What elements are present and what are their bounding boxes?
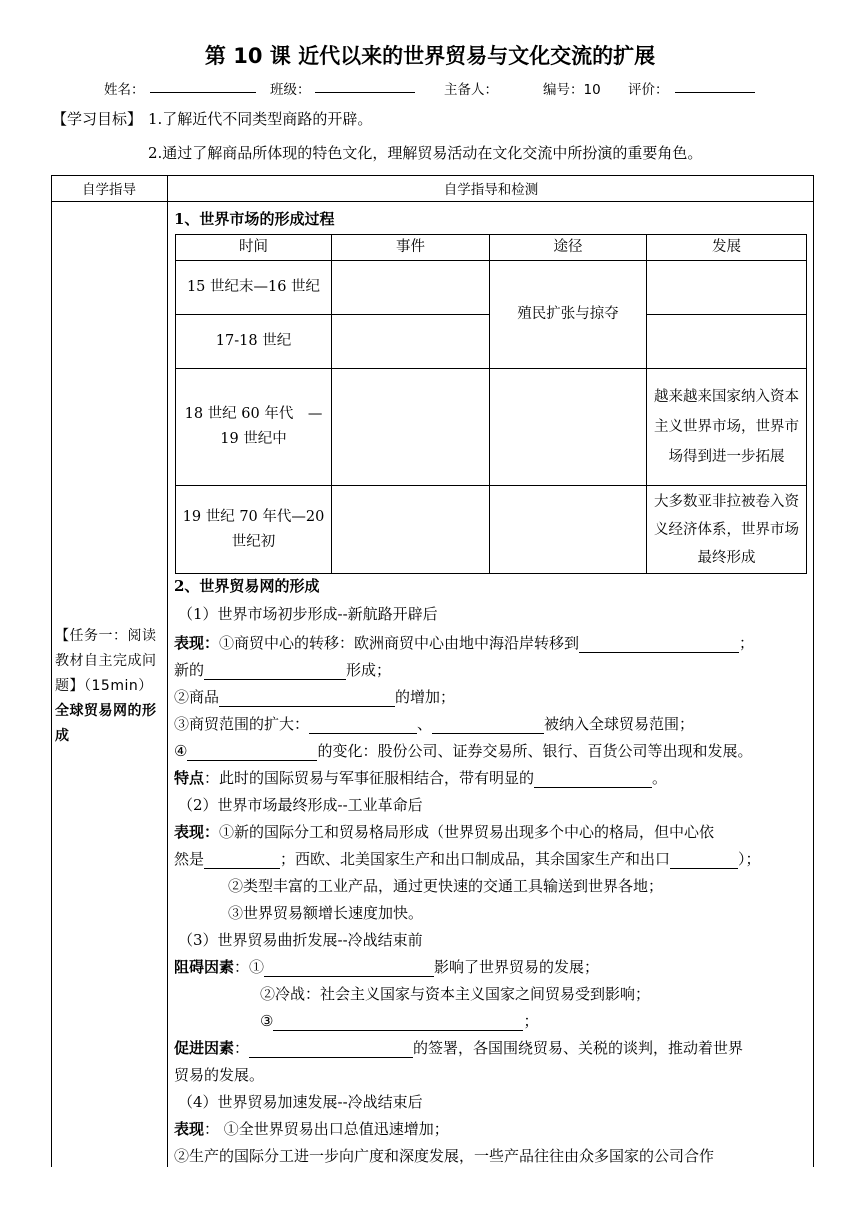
p3-line-2: ②冷战：社会主义国家与资本主义国家之间贸易受到影响； — [260, 985, 651, 1003]
development-cell[interactable] — [647, 261, 807, 315]
time-cell: 18 世纪 60 年代 —19 世纪中 — [176, 369, 332, 486]
p1-line-6: 特点：此时的国际贸易与军事征服相结合，带有明显的 。 — [174, 769, 668, 787]
event-cell[interactable] — [332, 369, 490, 486]
p4-line-2: ②生产的国际分工进一步向广度和深度发展，一些产品往往由众多国家的公司合作 — [174, 1147, 715, 1165]
goal-1: 1.了解近代不同类型商路的开辟。 — [148, 110, 373, 128]
goal-2: 2.通过了解商品所体现的特色文化，理解贸易活动在文化交流中所扮演的重要角色。 — [148, 144, 703, 162]
p1-line-3: ②商品 的增加； — [174, 688, 456, 706]
column-divider — [167, 175, 168, 1167]
development-cell: 大多数亚非拉被卷入资义经济体系，世界市场最终形成 — [647, 486, 807, 574]
answer-blank[interactable] — [432, 718, 544, 734]
development-cell: 越来越来国家纳入资本主义世界市场，世界市场得到进一步拓展 — [647, 369, 807, 486]
p3-line-3: ③ ； — [260, 1012, 539, 1030]
route-cell: 殖民扩张与掠夺 — [490, 261, 647, 369]
p2-line-4: ③世界贸易额增长速度加快。 — [228, 904, 424, 922]
col-event: 事件 — [332, 235, 490, 261]
name-label: 姓名： — [104, 82, 145, 98]
side-guidance — [55, 624, 163, 749]
answer-blank[interactable] — [264, 961, 434, 977]
header-col-2: 自学指导和检测 — [443, 182, 539, 198]
time-cell: 17-18 世纪 — [176, 315, 332, 369]
col-time: 时间 — [176, 235, 332, 261]
p1-line-4: ③商贸范围的扩大： 、 被纳入全球贸易范围； — [174, 715, 695, 733]
world-market-table — [175, 234, 807, 574]
answer-blank[interactable] — [249, 1042, 413, 1058]
table-row — [176, 369, 807, 486]
answer-blank[interactable] — [579, 637, 739, 653]
table-row — [176, 486, 807, 574]
part-2-title: （2）世界市场最终形成--工业革命后 — [178, 796, 423, 814]
section-1-heading: 1、世界市场的形成过程 — [174, 210, 335, 228]
evaluation-field[interactable] — [675, 79, 755, 93]
event-cell[interactable] — [332, 315, 490, 369]
page-title: 第 10 课 近代以来的世界贸易与文化交流的扩展 — [204, 44, 656, 68]
answer-blank[interactable] — [273, 1015, 523, 1031]
event-cell[interactable] — [332, 486, 490, 574]
answer-blank[interactable] — [204, 664, 346, 680]
p2-line-3: ②类型丰富的工业产品，通过更快速的交通工具输送到世界各地； — [228, 877, 664, 895]
number-label: 编号：10 — [543, 82, 601, 98]
part-1-title: （1）世界市场初步形成--新航路开辟后 — [178, 605, 438, 623]
name-field[interactable] — [150, 79, 256, 93]
answer-blank[interactable] — [187, 745, 317, 761]
answer-blank[interactable] — [534, 772, 652, 788]
answer-blank[interactable] — [670, 853, 738, 869]
class-field[interactable] — [315, 79, 415, 93]
answer-blank[interactable] — [219, 691, 395, 707]
p4-line-1: 表现： ①全世界贸易出口总值迅速增加； — [174, 1120, 449, 1138]
part-3-title: （3）世界贸易曲折发展--冷战结束前 — [178, 931, 423, 949]
header-col-1: 自学指导 — [82, 182, 136, 198]
header-divider — [51, 201, 814, 202]
answer-blank[interactable] — [309, 718, 417, 734]
answer-blank[interactable] — [204, 853, 280, 869]
p1-line-1: 表现：①商贸中心的转移：欧洲商贸中心由地中海沿岸转移到 ； — [174, 634, 755, 652]
p3-line-1: 阻碍因素：① 影响了世界贸易的发展； — [174, 958, 600, 976]
p1-line-5: ④ 的变化：股份公司、证券交易所、银行、百货公司等出现和发展。 — [174, 742, 753, 760]
p1-line-2: 新的 形成； — [174, 661, 392, 679]
event-cell[interactable] — [332, 261, 490, 315]
p2-line-1: 表现：①新的国际分工和贸易格局形成（世界贸易出现多个中心的格局，但中心依 — [174, 823, 715, 841]
task-topic: 全球贸易网的形成 — [55, 703, 157, 744]
p2-line-2: 然是 ；西欧、北美国家生产和出口制成品，其余国家生产和出口 ）； — [174, 850, 761, 868]
time-cell: 19 世纪 70 年代—20 世纪初 — [176, 486, 332, 574]
p3-line-5: 贸易的发展。 — [174, 1066, 265, 1084]
goals-label: 【学习目标】 — [52, 110, 143, 128]
task-label: 【任务一：阅读教材自主完成问题】（15min） — [55, 628, 157, 694]
time-cell: 15 世纪末—16 世纪 — [176, 261, 332, 315]
part-4-title: （4）世界贸易加速发展--冷战结束后 — [178, 1093, 423, 1111]
section-2-heading: 2、世界贸易网的形成 — [174, 577, 320, 595]
preparer-label: 主备人： — [444, 82, 498, 98]
col-route: 途径 — [490, 235, 647, 261]
route-cell[interactable] — [490, 369, 647, 486]
p3-line-4: 促进因素： 的签署，各国围绕贸易、关税的谈判，推动着世界 — [174, 1039, 744, 1057]
route-cell[interactable] — [490, 486, 647, 574]
col-development: 发展 — [647, 235, 807, 261]
table-row — [176, 261, 807, 315]
class-label: 班级： — [270, 82, 311, 98]
development-cell[interactable] — [647, 315, 807, 369]
evaluation-label: 评价： — [628, 82, 669, 98]
